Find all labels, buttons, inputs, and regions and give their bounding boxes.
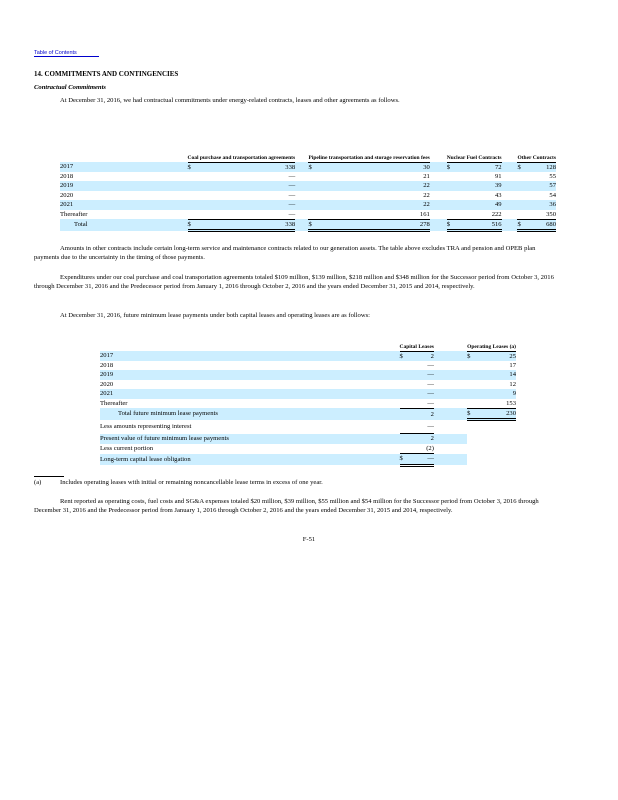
- cell-value: —: [288, 172, 296, 180]
- cell-value: 128: [526, 162, 556, 172]
- currency-symbol: [400, 444, 411, 454]
- cell-value: —: [427, 380, 434, 388]
- spacer: [434, 380, 467, 389]
- spacer: [295, 210, 308, 220]
- spacer: [434, 399, 467, 409]
- commitments-table: [60, 118, 556, 232]
- cell-value: 91: [494, 172, 502, 180]
- spacer: [430, 191, 447, 200]
- currency-symbol: [517, 172, 526, 181]
- spacer: [502, 181, 518, 190]
- spacer: [434, 454, 467, 465]
- col-header-capital-leases: Capital Leases: [400, 333, 434, 351]
- currency-symbol: [400, 389, 411, 398]
- cell-value: 153: [477, 399, 516, 409]
- currency-symbol: $: [188, 162, 203, 172]
- cell-value: —: [410, 420, 434, 434]
- table-row: [100, 351, 516, 361]
- currency-symbol: [400, 399, 411, 409]
- lease-table: [100, 333, 516, 467]
- col-header-operating-leases: Operating Leases (a): [467, 333, 516, 351]
- currency-symbol: [447, 210, 460, 220]
- currency-symbol: [188, 200, 203, 209]
- spacer: [434, 434, 467, 444]
- cell-value: 57: [526, 181, 556, 190]
- cell-value: 12: [509, 380, 516, 388]
- currency-symbol: [467, 434, 477, 444]
- row-label: Total: [60, 219, 188, 230]
- cell-value: 2: [410, 408, 434, 419]
- spacer: [502, 210, 518, 220]
- currency-symbol: [467, 370, 477, 379]
- cell-value: —: [410, 399, 434, 409]
- cell-value: 49: [459, 200, 501, 209]
- table-row: [60, 181, 556, 190]
- currency-symbol: $: [400, 351, 411, 361]
- row-label: 2019: [60, 181, 188, 190]
- currency-symbol: [447, 172, 460, 181]
- currency-symbol: [447, 191, 460, 200]
- leases-intro-paragraph: At December 31, 2016, future minimum lease payments under both capital leases and operating leases are as follows:: [60, 312, 370, 319]
- table-row: [60, 191, 556, 200]
- cell-value: —: [410, 454, 434, 465]
- cell-value: 338: [203, 219, 296, 230]
- currency-symbol: $: [517, 162, 526, 172]
- currency-symbol: [467, 361, 477, 370]
- row-label: 2019: [100, 370, 400, 379]
- spacer: [430, 200, 447, 209]
- table-row: [60, 162, 556, 172]
- subsection-title: Contractual Commitments: [34, 84, 106, 91]
- spacer: [430, 181, 447, 190]
- currency-symbol: [467, 389, 477, 398]
- table-row: [100, 399, 516, 409]
- row-label: Total future minimum lease payments: [100, 408, 400, 419]
- table-row: [60, 210, 556, 220]
- cell-value: 230: [477, 408, 516, 419]
- spacer: [502, 162, 518, 172]
- currency-symbol: [308, 210, 325, 220]
- spacer: [434, 408, 467, 419]
- cell-value: 39: [459, 181, 501, 190]
- currency-symbol: [467, 399, 477, 409]
- currency-symbol: [517, 200, 526, 209]
- col-header-nuclear: Nuclear Fuel Contracts: [447, 118, 502, 162]
- currency-symbol: $: [308, 162, 325, 172]
- intro-paragraph: At December 31, 2016, we had contractual commitments under energy-related contracts, leases and other agreements as follows.: [60, 97, 400, 104]
- currency-symbol: [517, 191, 526, 200]
- row-label: 2021: [100, 389, 400, 398]
- currency-symbol: [467, 380, 477, 389]
- table-of-contents-link[interactable]: Table of Contents: [34, 50, 99, 57]
- spacer: [502, 191, 518, 200]
- row-label: Thereafter: [100, 399, 128, 407]
- table-row: [100, 361, 516, 370]
- spacer: [295, 219, 308, 230]
- spacer: [295, 181, 308, 190]
- cell-value: 36: [526, 200, 556, 209]
- cell-value: 2: [410, 351, 434, 361]
- cell-value: [477, 454, 516, 465]
- currency-symbol: [447, 200, 460, 209]
- cell-value: 9: [477, 389, 516, 398]
- spacer: [430, 172, 447, 181]
- cell-value: 54: [549, 191, 556, 199]
- cell-value: 43: [494, 191, 502, 199]
- currency-symbol: $: [467, 408, 477, 419]
- cell-value: —: [203, 181, 296, 190]
- expenditures-paragraph: Expenditures under our coal purchase and coal transportation agreements totaled $109 million, $139 million, $218 million and $348 million for the Successor period from October 3, 2016 through December 31, 2016 and the Predecessor period from January 1, 2016 through October 2, 2016 and the years ended December 31, 2015 and 2014, respectively.: [34, 274, 554, 290]
- currency-symbol: [467, 420, 477, 434]
- table-row: [100, 408, 516, 419]
- cell-value: 338: [203, 162, 296, 172]
- page-number: F-51: [302, 536, 316, 543]
- row-label: Long-term capital lease obligation: [100, 454, 400, 465]
- currency-symbol: [517, 181, 526, 190]
- row-label: 2021: [60, 200, 188, 209]
- currency-symbol: $: [447, 219, 460, 230]
- spacer: [430, 210, 447, 220]
- cell-value: —: [203, 200, 296, 209]
- currency-symbol: [400, 434, 411, 444]
- currency-symbol: [188, 181, 203, 190]
- cell-value: 22: [326, 200, 430, 209]
- currency-symbol: [467, 444, 477, 454]
- cell-value: 30: [326, 162, 430, 172]
- currency-symbol: [188, 210, 203, 220]
- table-row: [60, 200, 556, 209]
- spacer: [434, 370, 467, 379]
- currency-symbol: [308, 172, 325, 181]
- table-row: [100, 420, 516, 434]
- row-label: Present value of future minimum lease payments: [100, 434, 400, 444]
- row-label: 2020: [100, 380, 114, 388]
- rent-paragraph: Rent reported as operating costs, fuel costs and SG&A expenses totaled $20 million, $39 million, $55 million and $54 million for the Successor period from October 3, 2016 through December 31, 2016 and the Predecessor period from January 1, 2016 through October 2, 2016 and the years ended December 31, 2015 and 2014, respectively.: [34, 498, 539, 514]
- currency-symbol: $: [467, 351, 477, 361]
- spacer: [430, 219, 447, 230]
- cell-value: —: [410, 370, 434, 379]
- currency-symbol: $: [188, 219, 203, 230]
- cell-value: 72: [459, 162, 501, 172]
- cell-value: —: [427, 361, 434, 369]
- cell-value: [477, 420, 516, 434]
- spacer: [502, 200, 518, 209]
- row-label: 2018: [100, 361, 114, 369]
- currency-symbol: $: [400, 454, 411, 465]
- footnote-marker: (a): [34, 479, 42, 486]
- col-header-coal: Coal purchase and transportation agreements: [188, 118, 296, 162]
- cell-value: [477, 434, 516, 444]
- currency-symbol: [308, 200, 325, 209]
- spacer: [295, 172, 308, 181]
- currency-symbol: [400, 380, 411, 389]
- currency-symbol: $: [308, 219, 325, 230]
- footnote-text: Includes operating leases with initial or remaining noncancellable lease terms in excess of one year.: [60, 479, 323, 486]
- cell-value: [477, 444, 516, 454]
- other-contracts-paragraph: Amounts in other contracts include certain long-term service and maintenance contracts related to our generation assets. The table above excludes TRA and pension and OPEB plan payments due to the uncertainty in the timing of those payments.: [34, 245, 536, 261]
- currency-symbol: [447, 181, 460, 190]
- currency-symbol: [467, 454, 477, 465]
- currency-symbol: [400, 361, 411, 370]
- footnote-divider: [34, 476, 64, 477]
- currency-symbol: [517, 210, 526, 220]
- cell-value: —: [203, 210, 296, 220]
- cell-value: 161: [326, 210, 430, 220]
- table-row: [100, 454, 516, 465]
- currency-symbol: [400, 420, 411, 434]
- row-label: 2017: [60, 162, 188, 172]
- cell-value: —: [288, 191, 296, 199]
- row-label: 2018: [60, 172, 74, 180]
- cell-value: 25: [477, 351, 516, 361]
- col-header-other: Other Contracts: [517, 118, 556, 162]
- spacer: [434, 389, 467, 398]
- currency-symbol: [400, 370, 411, 379]
- cell-value: 516: [459, 219, 501, 230]
- currency-symbol: [308, 191, 325, 200]
- table-row: [100, 444, 516, 454]
- currency-symbol: $: [517, 219, 526, 230]
- spacer: [295, 162, 308, 172]
- currency-symbol: [308, 181, 325, 190]
- currency-symbol: [188, 191, 203, 200]
- spacer: [295, 200, 308, 209]
- row-label: 2020: [60, 191, 74, 199]
- cell-value: 14: [477, 370, 516, 379]
- cell-value: 350: [526, 210, 556, 220]
- table-row: [60, 172, 556, 181]
- spacer: [434, 351, 467, 361]
- row-label: Thereafter: [60, 210, 88, 218]
- spacer: [295, 191, 308, 200]
- col-header-pipeline: Pipeline transportation and storage reservation fees: [308, 118, 429, 162]
- row-label: Less amounts representing interest: [100, 423, 192, 431]
- table-row: [100, 380, 516, 389]
- currency-symbol: [188, 172, 203, 181]
- spacer: [502, 172, 518, 181]
- cell-value: 55: [549, 172, 556, 180]
- table-row: [100, 389, 516, 398]
- spacer: [502, 219, 518, 230]
- currency-symbol: [400, 408, 411, 419]
- table-row: [60, 219, 556, 230]
- section-title: 14. COMMITMENTS AND CONTINGENCIES: [34, 70, 179, 78]
- cell-value: 22: [326, 181, 430, 190]
- spacer: [434, 444, 467, 454]
- cell-value: 22: [423, 191, 430, 199]
- cell-value: 680: [526, 219, 556, 230]
- spacer: [434, 420, 467, 434]
- cell-value: (2): [410, 444, 434, 454]
- cell-value: —: [410, 389, 434, 398]
- cell-value: 222: [459, 210, 501, 220]
- table-row: [100, 434, 516, 444]
- cell-value: 278: [326, 219, 430, 230]
- currency-symbol: $: [447, 162, 460, 172]
- row-label: Less current portion: [100, 445, 154, 452]
- spacer: [434, 361, 467, 370]
- cell-value: 21: [423, 172, 430, 180]
- spacer: [430, 162, 447, 172]
- cell-value: 2: [410, 434, 434, 444]
- table-row: [100, 370, 516, 379]
- cell-value: 17: [509, 361, 516, 369]
- row-label: 2017: [100, 351, 400, 361]
